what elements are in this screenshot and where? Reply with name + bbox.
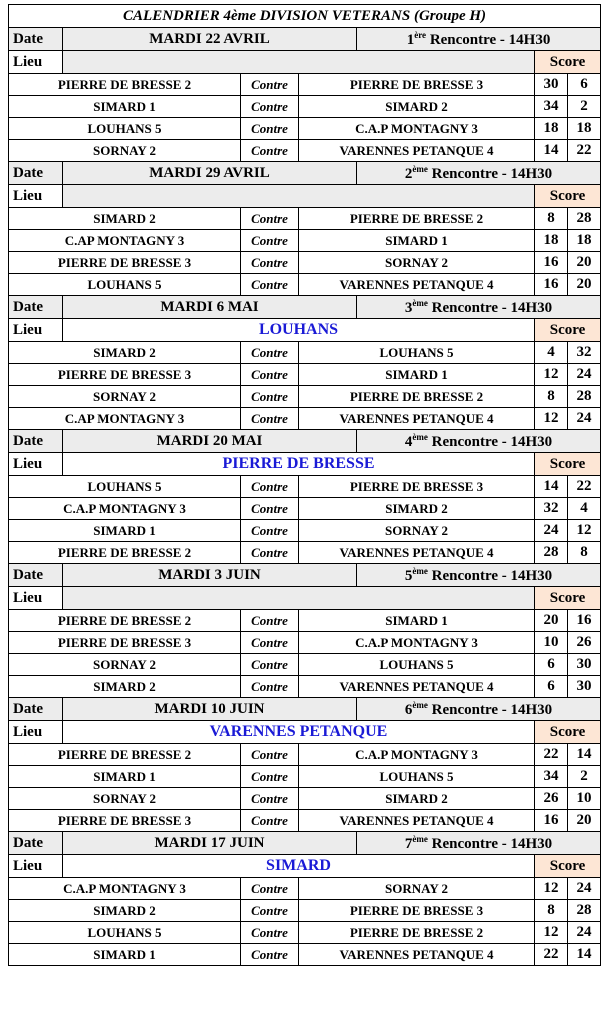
home-team: SORNAY 2 bbox=[9, 788, 241, 810]
home-score: 6 bbox=[535, 676, 568, 698]
round-rencontre bbox=[357, 832, 601, 855]
away-score: 24 bbox=[568, 878, 601, 900]
contre-label: Contre bbox=[241, 252, 299, 274]
contre-label: Contre bbox=[241, 230, 299, 252]
home-team: SIMARD 2 bbox=[9, 342, 241, 364]
away-team: VARENNES PETANQUE 4 bbox=[299, 542, 535, 564]
round-date-row bbox=[9, 832, 601, 855]
home-score: 4 bbox=[535, 342, 568, 364]
round-ordinal: 3 bbox=[404, 299, 413, 316]
home-team: SIMARD 2 bbox=[9, 208, 241, 230]
away-score: 2 bbox=[568, 766, 601, 788]
contre-label: Contre bbox=[241, 542, 299, 564]
lieu-label: Lieu bbox=[9, 855, 63, 878]
home-score: 8 bbox=[535, 386, 568, 408]
home-team: SIMARD 1 bbox=[9, 944, 241, 966]
round-venue: PIERRE DE BRESSE bbox=[63, 453, 535, 476]
home-team: PIERRE DE BRESSE 3 bbox=[9, 810, 241, 832]
match-row bbox=[9, 498, 601, 520]
calendar-body bbox=[9, 5, 601, 966]
away-score: 22 bbox=[568, 140, 601, 162]
lieu-label: Lieu bbox=[9, 453, 63, 476]
home-score: 18 bbox=[535, 118, 568, 140]
round-ordinal: 1 bbox=[406, 31, 415, 48]
away-team: SIMARD 2 bbox=[299, 788, 535, 810]
home-score: 16 bbox=[535, 274, 568, 296]
home-score: 28 bbox=[535, 542, 568, 564]
round-lieu-row bbox=[9, 453, 601, 476]
match-row bbox=[9, 944, 601, 966]
home-team: PIERRE DE BRESSE 2 bbox=[9, 542, 241, 564]
round-lieu-row bbox=[9, 587, 601, 610]
contre-label: Contre bbox=[241, 900, 299, 922]
contre-label: Contre bbox=[241, 342, 299, 364]
contre-label: Contre bbox=[241, 408, 299, 430]
score-header: Score bbox=[535, 51, 601, 74]
away-score: 16 bbox=[568, 610, 601, 632]
round-date-row bbox=[9, 28, 601, 51]
calendar-table bbox=[8, 4, 601, 966]
match-row bbox=[9, 342, 601, 364]
away-team: SIMARD 2 bbox=[299, 498, 535, 520]
home-score: 12 bbox=[535, 408, 568, 430]
round-rencontre-text: Rencontre - 14H30 bbox=[429, 31, 551, 48]
home-score: 20 bbox=[535, 610, 568, 632]
home-team: PIERRE DE BRESSE 2 bbox=[9, 74, 241, 96]
home-score: 22 bbox=[535, 944, 568, 966]
away-score: 6 bbox=[568, 74, 601, 96]
home-team: PIERRE DE BRESSE 3 bbox=[9, 632, 241, 654]
home-score: 30 bbox=[535, 74, 568, 96]
contre-label: Contre bbox=[241, 654, 299, 676]
contre-label: Contre bbox=[241, 788, 299, 810]
home-score: 14 bbox=[535, 476, 568, 498]
date-label: Date bbox=[9, 564, 63, 587]
away-score: 20 bbox=[568, 252, 601, 274]
away-score: 2 bbox=[568, 96, 601, 118]
match-row bbox=[9, 900, 601, 922]
round-venue: LOUHANS bbox=[63, 319, 535, 342]
home-team: SIMARD 2 bbox=[9, 676, 241, 698]
match-row bbox=[9, 878, 601, 900]
home-score: 12 bbox=[535, 878, 568, 900]
away-team: PIERRE DE BRESSE 2 bbox=[299, 208, 535, 230]
round-ordinal-suffix: ème bbox=[412, 833, 428, 844]
match-row bbox=[9, 74, 601, 96]
date-label: Date bbox=[9, 28, 63, 51]
home-team: SIMARD 2 bbox=[9, 900, 241, 922]
round-ordinal: 2 bbox=[404, 165, 413, 182]
away-team: PIERRE DE BRESSE 3 bbox=[299, 476, 535, 498]
away-team: PIERRE DE BRESSE 2 bbox=[299, 386, 535, 408]
match-row bbox=[9, 208, 601, 230]
home-score: 12 bbox=[535, 364, 568, 386]
contre-label: Contre bbox=[241, 810, 299, 832]
round-date-row bbox=[9, 564, 601, 587]
away-score: 8 bbox=[568, 542, 601, 564]
round-ordinal-suffix: ème bbox=[412, 565, 428, 576]
contre-label: Contre bbox=[241, 74, 299, 96]
contre-label: Contre bbox=[241, 632, 299, 654]
home-team: PIERRE DE BRESSE 2 bbox=[9, 744, 241, 766]
round-rencontre bbox=[357, 162, 601, 185]
contre-label: Contre bbox=[241, 386, 299, 408]
match-row bbox=[9, 542, 601, 564]
home-score: 10 bbox=[535, 632, 568, 654]
away-score: 20 bbox=[568, 810, 601, 832]
home-score: 34 bbox=[535, 96, 568, 118]
match-row bbox=[9, 654, 601, 676]
home-team: LOUHANS 5 bbox=[9, 274, 241, 296]
round-rencontre-text: Rencontre - 14H30 bbox=[431, 299, 553, 316]
round-date-row bbox=[9, 430, 601, 453]
match-row bbox=[9, 140, 601, 162]
away-score: 22 bbox=[568, 476, 601, 498]
home-team: SIMARD 1 bbox=[9, 766, 241, 788]
home-team: LOUHANS 5 bbox=[9, 476, 241, 498]
home-score: 6 bbox=[535, 654, 568, 676]
home-team: PIERRE DE BRESSE 2 bbox=[9, 610, 241, 632]
round-ordinal-suffix: ème bbox=[412, 163, 428, 174]
contre-label: Contre bbox=[241, 140, 299, 162]
match-row bbox=[9, 766, 601, 788]
away-score: 24 bbox=[568, 922, 601, 944]
contre-label: Contre bbox=[241, 944, 299, 966]
home-team: C.AP MONTAGNY 3 bbox=[9, 408, 241, 430]
home-score: 32 bbox=[535, 498, 568, 520]
round-ordinal-suffix: ème bbox=[412, 297, 428, 308]
match-row bbox=[9, 610, 601, 632]
round-venue: SIMARD bbox=[63, 855, 535, 878]
away-score: 18 bbox=[568, 230, 601, 252]
match-row bbox=[9, 632, 601, 654]
round-date-row bbox=[9, 162, 601, 185]
away-score: 14 bbox=[568, 944, 601, 966]
title-row bbox=[9, 5, 601, 28]
date-label: Date bbox=[9, 430, 63, 453]
match-row bbox=[9, 810, 601, 832]
round-rencontre-text: Rencontre - 14H30 bbox=[431, 165, 553, 182]
round-ordinal-suffix: ème bbox=[412, 699, 428, 710]
contre-label: Contre bbox=[241, 476, 299, 498]
contre-label: Contre bbox=[241, 118, 299, 140]
contre-label: Contre bbox=[241, 676, 299, 698]
home-score: 16 bbox=[535, 252, 568, 274]
match-row bbox=[9, 364, 601, 386]
home-team: SORNAY 2 bbox=[9, 386, 241, 408]
away-team: C.A.P MONTAGNY 3 bbox=[299, 632, 535, 654]
home-team: SIMARD 1 bbox=[9, 520, 241, 542]
match-row bbox=[9, 386, 601, 408]
round-ordinal: 7 bbox=[404, 835, 413, 852]
round-rencontre-text: Rencontre - 14H30 bbox=[431, 433, 553, 450]
contre-label: Contre bbox=[241, 498, 299, 520]
away-score: 24 bbox=[568, 408, 601, 430]
away-team: VARENNES PETANQUE 4 bbox=[299, 274, 535, 296]
lieu-label: Lieu bbox=[9, 51, 63, 74]
away-team: VARENNES PETANQUE 4 bbox=[299, 408, 535, 430]
date-label: Date bbox=[9, 162, 63, 185]
round-lieu-row bbox=[9, 855, 601, 878]
away-score: 12 bbox=[568, 520, 601, 542]
match-row bbox=[9, 408, 601, 430]
away-team: SORNAY 2 bbox=[299, 878, 535, 900]
away-score: 18 bbox=[568, 118, 601, 140]
round-venue bbox=[63, 185, 535, 208]
round-ordinal: 5 bbox=[404, 567, 413, 584]
home-score: 34 bbox=[535, 766, 568, 788]
match-row bbox=[9, 922, 601, 944]
away-score: 28 bbox=[568, 386, 601, 408]
away-team: SIMARD 2 bbox=[299, 96, 535, 118]
round-date: MARDI 10 JUIN bbox=[63, 698, 357, 721]
away-team: SIMARD 1 bbox=[299, 610, 535, 632]
round-rencontre-text: Rencontre - 14H30 bbox=[431, 835, 553, 852]
away-team: SORNAY 2 bbox=[299, 252, 535, 274]
round-rencontre bbox=[357, 430, 601, 453]
round-ordinal: 6 bbox=[404, 701, 413, 718]
home-team: SORNAY 2 bbox=[9, 140, 241, 162]
match-row bbox=[9, 476, 601, 498]
home-score: 12 bbox=[535, 922, 568, 944]
home-score: 18 bbox=[535, 230, 568, 252]
away-team: VARENNES PETANQUE 4 bbox=[299, 140, 535, 162]
home-score: 22 bbox=[535, 744, 568, 766]
round-date: MARDI 29 AVRIL bbox=[63, 162, 357, 185]
round-lieu-row bbox=[9, 319, 601, 342]
away-score: 28 bbox=[568, 900, 601, 922]
away-team: C.A.P MONTAGNY 3 bbox=[299, 118, 535, 140]
home-team: SORNAY 2 bbox=[9, 654, 241, 676]
away-score: 14 bbox=[568, 744, 601, 766]
home-team: PIERRE DE BRESSE 3 bbox=[9, 364, 241, 386]
home-team: LOUHANS 5 bbox=[9, 922, 241, 944]
away-team: SIMARD 1 bbox=[299, 230, 535, 252]
round-lieu-row bbox=[9, 185, 601, 208]
round-date: MARDI 20 MAI bbox=[63, 430, 357, 453]
away-team: VARENNES PETANQUE 4 bbox=[299, 810, 535, 832]
round-rencontre bbox=[357, 296, 601, 319]
home-team: C.A.P MONTAGNY 3 bbox=[9, 878, 241, 900]
away-score: 10 bbox=[568, 788, 601, 810]
match-row bbox=[9, 744, 601, 766]
match-row bbox=[9, 274, 601, 296]
contre-label: Contre bbox=[241, 274, 299, 296]
lieu-label: Lieu bbox=[9, 185, 63, 208]
page-title: CALENDRIER 4ème DIVISION VETERANS (Groupe H) bbox=[9, 5, 601, 28]
round-ordinal: 4 bbox=[404, 433, 413, 450]
round-rencontre bbox=[357, 698, 601, 721]
match-row bbox=[9, 230, 601, 252]
contre-label: Contre bbox=[241, 922, 299, 944]
away-score: 4 bbox=[568, 498, 601, 520]
away-team: C.A.P MONTAGNY 3 bbox=[299, 744, 535, 766]
away-team: LOUHANS 5 bbox=[299, 342, 535, 364]
match-row bbox=[9, 676, 601, 698]
contre-label: Contre bbox=[241, 520, 299, 542]
round-date-row bbox=[9, 698, 601, 721]
away-team: SIMARD 1 bbox=[299, 364, 535, 386]
round-date-row bbox=[9, 296, 601, 319]
match-row bbox=[9, 118, 601, 140]
home-score: 24 bbox=[535, 520, 568, 542]
round-rencontre-text: Rencontre - 14H30 bbox=[431, 701, 553, 718]
contre-label: Contre bbox=[241, 878, 299, 900]
round-rencontre bbox=[357, 564, 601, 587]
lieu-label: Lieu bbox=[9, 721, 63, 744]
away-score: 28 bbox=[568, 208, 601, 230]
home-score: 14 bbox=[535, 140, 568, 162]
contre-label: Contre bbox=[241, 766, 299, 788]
home-team: C.A.P MONTAGNY 3 bbox=[9, 498, 241, 520]
lieu-label: Lieu bbox=[9, 319, 63, 342]
score-header: Score bbox=[535, 453, 601, 476]
match-row bbox=[9, 252, 601, 274]
away-score: 20 bbox=[568, 274, 601, 296]
lieu-label: Lieu bbox=[9, 587, 63, 610]
score-header: Score bbox=[535, 721, 601, 744]
home-team: SIMARD 1 bbox=[9, 96, 241, 118]
away-score: 24 bbox=[568, 364, 601, 386]
date-label: Date bbox=[9, 832, 63, 855]
home-team: PIERRE DE BRESSE 3 bbox=[9, 252, 241, 274]
round-date: MARDI 17 JUIN bbox=[63, 832, 357, 855]
home-team: C.AP MONTAGNY 3 bbox=[9, 230, 241, 252]
score-header: Score bbox=[535, 319, 601, 342]
round-date: MARDI 22 AVRIL bbox=[63, 28, 357, 51]
away-score: 32 bbox=[568, 342, 601, 364]
away-team: PIERRE DE BRESSE 3 bbox=[299, 74, 535, 96]
score-header: Score bbox=[535, 587, 601, 610]
away-team: VARENNES PETANQUE 4 bbox=[299, 676, 535, 698]
home-score: 26 bbox=[535, 788, 568, 810]
contre-label: Contre bbox=[241, 364, 299, 386]
round-lieu-row bbox=[9, 51, 601, 74]
away-team: SORNAY 2 bbox=[299, 520, 535, 542]
home-score: 8 bbox=[535, 900, 568, 922]
away-score: 30 bbox=[568, 654, 601, 676]
round-rencontre-text: Rencontre - 14H30 bbox=[431, 567, 553, 584]
contre-label: Contre bbox=[241, 744, 299, 766]
away-team: PIERRE DE BRESSE 3 bbox=[299, 900, 535, 922]
away-team: LOUHANS 5 bbox=[299, 654, 535, 676]
round-venue bbox=[63, 587, 535, 610]
away-team: VARENNES PETANQUE 4 bbox=[299, 944, 535, 966]
round-date: MARDI 3 JUIN bbox=[63, 564, 357, 587]
score-header: Score bbox=[535, 185, 601, 208]
home-score: 8 bbox=[535, 208, 568, 230]
match-row bbox=[9, 788, 601, 810]
contre-label: Contre bbox=[241, 610, 299, 632]
home-score: 16 bbox=[535, 810, 568, 832]
match-row bbox=[9, 520, 601, 542]
round-venue bbox=[63, 51, 535, 74]
date-label: Date bbox=[9, 296, 63, 319]
away-score: 30 bbox=[568, 676, 601, 698]
round-lieu-row bbox=[9, 721, 601, 744]
contre-label: Contre bbox=[241, 96, 299, 118]
round-venue: VARENNES PETANQUE bbox=[63, 721, 535, 744]
round-ordinal-suffix: ème bbox=[412, 431, 428, 442]
round-date: MARDI 6 MAI bbox=[63, 296, 357, 319]
away-team: LOUHANS 5 bbox=[299, 766, 535, 788]
date-label: Date bbox=[9, 698, 63, 721]
round-rencontre bbox=[357, 28, 601, 51]
score-header: Score bbox=[535, 855, 601, 878]
round-ordinal-suffix: ère bbox=[414, 29, 427, 40]
home-team: LOUHANS 5 bbox=[9, 118, 241, 140]
match-row bbox=[9, 96, 601, 118]
contre-label: Contre bbox=[241, 208, 299, 230]
away-team: PIERRE DE BRESSE 2 bbox=[299, 922, 535, 944]
away-score: 26 bbox=[568, 632, 601, 654]
